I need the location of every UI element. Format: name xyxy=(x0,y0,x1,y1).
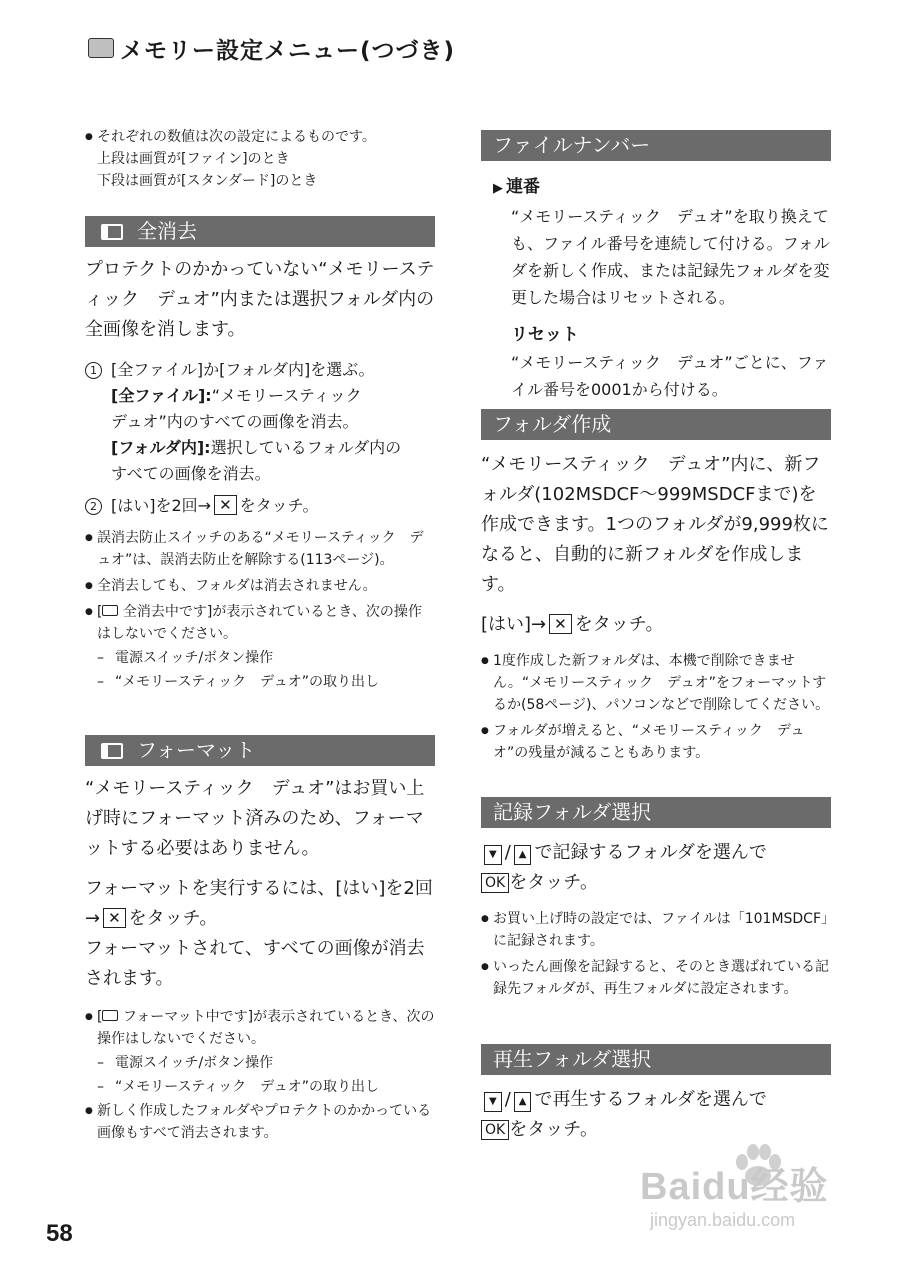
up-arrow-icon: ▲ xyxy=(514,1092,532,1112)
intro-note xyxy=(85,126,435,192)
play-folder-header xyxy=(481,1044,831,1075)
play-folder-slash: / xyxy=(504,1089,511,1110)
format-note-1 xyxy=(85,1006,435,1050)
delete-note-1: ● 誤消去防止スイッチのある“メモリースティック デュオ”は、誤消去防止を解除する(113ページ)。 xyxy=(85,527,435,571)
format-desc-2 xyxy=(85,874,435,934)
format-desc-1: “メモリースティック デュオ”はお買い上げ時にフォーマット済みのため、フォーマットする必要はありません。 xyxy=(85,778,425,859)
memory-card-small-icon xyxy=(102,605,118,616)
memory-card-small-icon xyxy=(102,1010,118,1021)
format-note-1-text: フォーマット中です]が表示されているとき、次の操作はしないでください。 xyxy=(97,1009,435,1047)
down-arrow-icon: ▼ xyxy=(484,845,502,865)
format-note-1-pre: [ xyxy=(97,1009,103,1025)
file-number-section xyxy=(481,130,831,403)
opt-reset-title: リセット xyxy=(511,325,579,345)
rec-folder-action xyxy=(481,838,831,898)
opt-serial-text: “メモリースティック デュオ”を取り換えても、ファイル番号を連続して付ける。フォルダを新しく作成、または記録先フォルダを変更した場合はリセットされる。 xyxy=(511,207,830,307)
rec-folder-action-tail: をタッチ。 xyxy=(509,872,598,893)
delete-note-3 xyxy=(85,601,435,645)
delete-note-2: ● 全消去しても、フォルダは消去されません。 xyxy=(85,575,435,597)
memory-card-icon xyxy=(101,743,123,759)
format-desc-2-post: をタッチ。 xyxy=(128,908,218,929)
folder-create-action-pre: [はい]→ xyxy=(481,614,547,635)
folder-create-desc: “メモリースティック デュオ”内に、新フォルダ(102MSDCF〜999MSDCFまで)を作成できます。1つのフォルダが9,999枚になると、自動的に新フォルダを作成します。 xyxy=(481,454,829,595)
format-dash-2: – “メモリースティック デュオ”の取り出し xyxy=(85,1076,435,1098)
selected-marker-icon: ▶ xyxy=(493,181,503,196)
ok-button-icon: OK xyxy=(481,1120,509,1140)
opt-in-folder-text-b: すべての画像を消去。 xyxy=(111,464,271,483)
page-title: メモリー設定メニュー(つづき) xyxy=(120,38,456,64)
delete-all-desc: プロテクトのかかっていない“メモリースティック デュオ”内または選択フォルダ内の全画像を消します。 xyxy=(85,259,435,340)
step-2-pre: [はい]を2回→ xyxy=(111,496,212,515)
step-1-line: [全ファイル]か[フォルダ内]を選ぶ。 xyxy=(111,360,375,379)
close-x-icon: ✕ xyxy=(214,495,237,515)
delete-note-3-pre: [ xyxy=(97,604,103,620)
step-number-2-icon: 2 xyxy=(85,498,102,515)
intro-line-2: 上段は画質が[ファイン]のとき xyxy=(97,151,290,167)
step-number-1-icon: 1 xyxy=(85,362,102,379)
play-folder-title: 再生フォルダ選択 xyxy=(493,1047,652,1071)
opt-all-files-text-a: “メモリースティック xyxy=(211,386,362,405)
watermark-url: jingyan.baidu.com xyxy=(650,1210,796,1230)
folder-create-action xyxy=(481,610,831,640)
memory-card-icon xyxy=(88,38,114,58)
play-folder-action-tail: をタッチ。 xyxy=(509,1119,598,1140)
rec-folder-slash: / xyxy=(504,842,511,863)
step-2 xyxy=(85,493,435,519)
rec-folder-section xyxy=(481,797,831,1000)
step-1 xyxy=(85,357,435,487)
down-arrow-icon: ▼ xyxy=(484,1092,502,1112)
format-title: フォーマット xyxy=(137,738,256,762)
rec-folder-note-1: ● お買い上げ時の設定では、ファイルは「101MSDCF」に記録されます。 xyxy=(481,908,831,952)
format-section xyxy=(85,735,435,1144)
play-folder-section xyxy=(481,1044,831,1145)
folder-create-section xyxy=(481,409,831,764)
format-note-2: ● 新しく作成したフォルダやプロテクトのかかっている画像もすべて消去されます。 xyxy=(85,1100,435,1144)
delete-all-header xyxy=(85,216,435,247)
folder-create-note-1: ● 1度作成した新フォルダは、本機で削除できません。“メモリースティック デュオ”をフォーマットするか(58ページ)、パソコンなどで削除してください。 xyxy=(481,650,831,716)
page-number: 58 xyxy=(46,1220,73,1247)
file-number-header xyxy=(481,130,831,161)
rec-folder-header xyxy=(481,797,831,828)
intro-line-1: ● それぞれの数値は次の設定によるものです。 xyxy=(85,126,435,148)
folder-create-action-post: をタッチ。 xyxy=(574,614,664,635)
opt-all-files-text-b: デュオ”内のすべての画像を消去。 xyxy=(111,412,359,431)
play-folder-action xyxy=(481,1085,831,1145)
delete-dash-1: – 電源スイッチ/ボタン操作 xyxy=(85,647,435,669)
opt-all-files-label: [全ファイル]: xyxy=(111,386,212,405)
ok-button-icon: OK xyxy=(481,873,509,893)
rec-folder-note-2: ● いったん画像を記録すると、そのとき選ばれている記録先フォルダが、再生フォルダに設定されます。 xyxy=(481,956,831,1000)
file-number-title: ファイルナンバー xyxy=(493,133,651,157)
folder-create-note-2: ● フォルダが増えると、“メモリースティック デュオ”の残量が減ることもあります。 xyxy=(481,720,831,764)
rec-folder-action-text: で記録するフォルダを選んで xyxy=(534,842,767,863)
format-dash-1: – 電源スイッチ/ボタン操作 xyxy=(85,1052,435,1074)
folder-create-header xyxy=(481,409,831,440)
opt-in-folder-text-a: 選択しているフォルダ内の xyxy=(210,438,402,457)
opt-in-folder-label: [フォルダ内]: xyxy=(111,438,211,457)
watermark-logo: Baidu经验 xyxy=(640,1166,829,1208)
delete-all-section xyxy=(85,216,435,693)
play-folder-action-text: で再生するフォルダを選んで xyxy=(534,1089,767,1110)
folder-create-title: フォルダ作成 xyxy=(493,412,612,436)
close-x-icon: ✕ xyxy=(103,908,126,928)
delete-dash-2: – “メモリースティック デュオ”の取り出し xyxy=(85,671,435,693)
format-header xyxy=(85,735,435,766)
rec-folder-title: 記録フォルダ選択 xyxy=(493,800,652,824)
step-2-post: をタッチ。 xyxy=(239,496,319,515)
delete-note-3-text: 全消去中です]が表示されているとき、次の操作はしないでください。 xyxy=(97,604,422,642)
intro-line-3: 下段は画質が[スタンダード]のとき xyxy=(97,173,318,189)
opt-serial xyxy=(493,173,831,203)
close-x-icon: ✕ xyxy=(549,614,572,634)
delete-all-title: 全消去 xyxy=(137,219,197,243)
format-desc-2-pre: フォーマットを実行するには、[はい]を2回→ xyxy=(85,878,433,929)
up-arrow-icon: ▲ xyxy=(514,845,532,865)
opt-reset-text: “メモリースティック デュオ”ごとに、ファイル番号を0001から付ける。 xyxy=(511,353,829,399)
opt-serial-title: 連番 xyxy=(506,177,540,197)
format-desc-3: フォーマットされて、すべての画像が消去されます。 xyxy=(85,938,425,989)
memory-card-icon xyxy=(101,224,123,240)
